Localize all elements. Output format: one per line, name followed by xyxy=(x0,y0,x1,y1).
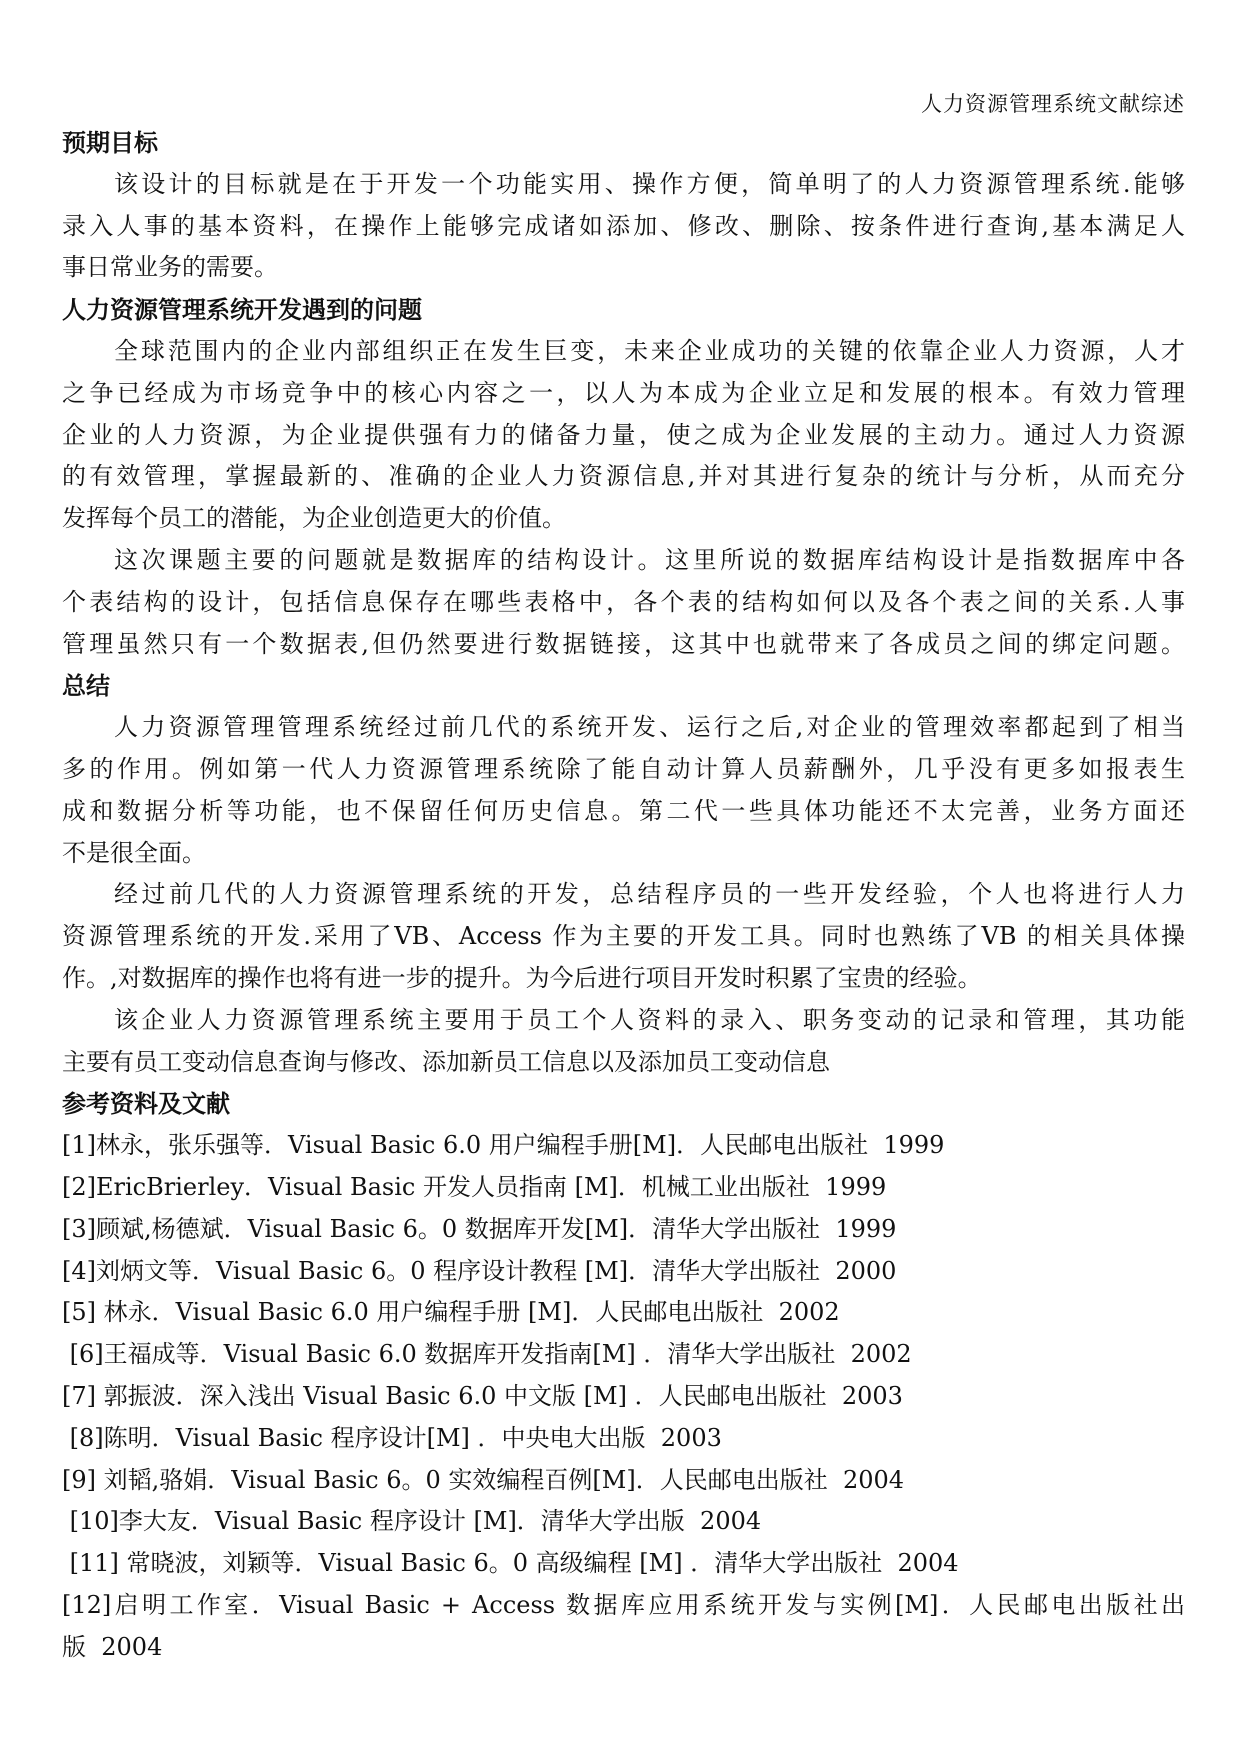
paragraph-line: 这次课题主要的问题就是数据库的结构设计。这里所说的数据库结构设计是指数据库中各 xyxy=(114,545,1185,574)
paragraph-line: 个表结构的设计，包括信息保存在哪些表格中，各个表的结构如何以及各个表之间的关系.人事 xyxy=(62,587,1185,616)
section-heading: 总结 xyxy=(62,671,110,701)
paragraph-line: 经过前几代的人力资源管理系统的开发，总结程序员的一些开发经验，个人也将进行人力 xyxy=(114,880,1185,909)
reference-item: [12]启明工作室．Visual Basic + Access 数据库应用系统开发与实例[M]．人民邮电出版社出 xyxy=(62,1590,1185,1619)
reference-item: [10]李大友．Visual Basic 程序设计 [M]．清华大学出版 2004 xyxy=(62,1507,762,1536)
section-heading: 预期目标 xyxy=(62,128,158,157)
document-body xyxy=(62,122,1185,1668)
paragraph-line: 管理虽然只有一个数据表,但仍然要进行数据链接，这其中也就带来了各成员之间的绑定问题。 xyxy=(62,629,1185,658)
section-heading: 人力资源管理系统开发遇到的问题 xyxy=(62,295,422,325)
reference-item-continuation: 版 2004 xyxy=(62,1632,163,1661)
paragraph-line: 人力资源管理管理系统经过前几代的系统开发、运行之后,对企业的管理效率都起到了相当 xyxy=(114,713,1185,742)
paragraph-line: 录入人事的基本资料，在操作上能够完成诸如添加、修改、删除、按条件进行查询,基本满足人 xyxy=(62,211,1185,240)
reference-item: [7] 郭振波．深入浅出 Visual Basic 6.0 中文版 [M] ．人民邮电出版社 2003 xyxy=(62,1381,903,1410)
reference-item: [8]陈明．Visual Basic 程序设计[M] ．中央电大出版 2003 xyxy=(62,1423,722,1452)
reference-item: [1]林永，张乐强等．Visual Basic 6.0 用户编程手册[M]．人民邮电出版社 1999 xyxy=(62,1131,945,1160)
paragraph-line: 之争已经成为市场竞争中的核心内容之一，以人为本成为企业立足和发展的根本。有效力管理 xyxy=(62,378,1185,407)
paragraph-line: 的有效管理，掌握最新的、准确的企业人力资源信息,并对其进行复杂的统计与分析，从而充分 xyxy=(62,462,1185,491)
paragraph-line: 不是很全面。 xyxy=(62,838,206,867)
paragraph-line: 作。,对数据库的操作也将有进一步的提升。为今后进行项目开发时积累了宝贵的经验。 xyxy=(62,963,982,992)
paragraph-line: 成和数据分析等功能，也不保留任何历史信息。第二代一些具体功能还不太完善，业务方面还 xyxy=(62,796,1185,825)
paragraph-line: 资源管理系统的开发.采用了VB、Access 作为主要的开发工具。同时也熟练了VB 的相关具体操 xyxy=(62,922,1185,951)
paragraph-line: 主要有员工变动信息查询与修改、添加新员工信息以及添加员工变动信息 xyxy=(62,1047,830,1076)
paragraph-line: 全球范围内的企业内部组织正在发生巨变，未来企业成功的关键的依靠企业人力资源，人才 xyxy=(114,336,1185,365)
paragraph-line: 该设计的目标就是在于开发一个功能实用、操作方便，简单明了的人力资源管理系统.能够 xyxy=(114,169,1185,198)
paragraph-line: 该企业人力资源管理系统主要用于员工个人资料的录入、职务变动的记录和管理，其功能 xyxy=(114,1005,1185,1034)
reference-item: [6]王福成等．Visual Basic 6.0 数据库开发指南[M] ．清华大学出版社 2002 xyxy=(62,1340,912,1369)
paragraph-line: 企业的人力资源，为企业提供强有力的储备力量，使之成为企业发展的主动力。通过人力资源 xyxy=(62,420,1185,449)
paragraph-line: 事日常业务的需要。 xyxy=(62,253,278,282)
running-header: 人力资源管理系统文献综述 xyxy=(921,92,1185,116)
references-heading: 参考资料及文献 xyxy=(62,1089,230,1119)
paragraph-line: 发挥每个员工的潜能，为企业创造更大的价值。 xyxy=(62,504,566,533)
reference-item: [4]刘炳文等．Visual Basic 6。0 程序设计教程 [M]．清华大学出版社 2000 xyxy=(62,1256,897,1285)
reference-item: [5] 林永．Visual Basic 6.0 用户编程手册 [M]．人民邮电出版社 2002 xyxy=(62,1298,840,1327)
reference-item: [9] 刘韬,骆娟．Visual Basic 6。0 实效编程百例[M]．人民邮电出版社 2004 xyxy=(62,1465,905,1494)
paragraph-line: 多的作用。例如第一代人力资源管理系统除了能自动计算人员薪酬外，几乎没有更多如报表生 xyxy=(62,754,1185,783)
reference-item: [2]EricBrierley．Visual Basic 开发人员指南 [M]．机械工业出版社 1999 xyxy=(62,1172,887,1201)
reference-item: [3]顾斌,杨德斌．Visual Basic 6。0 数据库开发[M]．清华大学出版社 1999 xyxy=(62,1214,897,1243)
reference-item: [11] 常晓波，刘颖等．Visual Basic 6。0 高级编程 [M] ．清华大学出版社 2004 xyxy=(62,1549,959,1578)
